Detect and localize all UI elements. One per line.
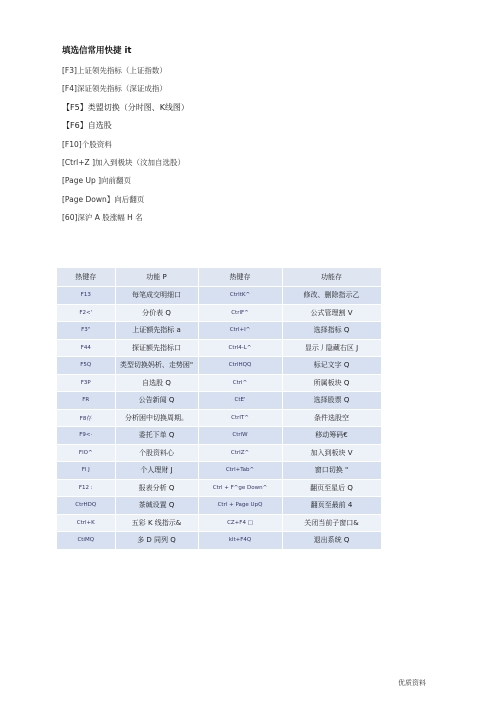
hotkey-cell: Ctrl4-L^	[198, 339, 282, 357]
function-cell: 公式管理割 V	[282, 304, 381, 322]
function-cell: 退出系统 Q	[282, 532, 381, 550]
hotkey-cell: FR	[57, 392, 115, 410]
hotkey-cell: klt+F4Q	[198, 532, 282, 550]
function-cell: 分析困中切换周期。	[115, 409, 198, 427]
shortcut-line-ctrl-z: [Ctrl+Z ]加入到极块（汶加自选股）	[62, 157, 186, 167]
header-hotkey-2: 热键存	[198, 268, 282, 287]
function-cell: 条件选股空	[282, 409, 381, 427]
table-row	[57, 357, 381, 375]
document-title: 填选信常用快捷 it	[62, 46, 132, 56]
function-cell: 公告新闻 Q	[115, 392, 198, 410]
hotkey-cell: F9<·	[57, 427, 115, 445]
hotkey-cell: FlO^	[57, 444, 115, 462]
function-cell: 委托下单 Q	[115, 427, 198, 445]
hotkey-cell: CZ+F4 □	[198, 514, 282, 532]
shortcut-line-f10: [F10]个股资料	[62, 139, 112, 149]
shortcut-line-60: [60]深沪 A 股涨幅 H 名	[62, 213, 143, 223]
function-cell: 分价表 Q	[115, 304, 198, 322]
shortcut-line-f6: 【F6】自选股	[62, 121, 112, 131]
function-cell: 修改、删除指示乙	[282, 287, 381, 305]
function-cell: 每笔成交明细口	[115, 287, 198, 305]
table-row	[57, 444, 381, 462]
function-cell: 移动筹码€	[282, 427, 381, 445]
hotkey-cell: F3P	[57, 374, 115, 392]
hotkey-cell: Fl J	[57, 462, 115, 480]
table-header-row	[57, 268, 381, 287]
shortcut-line-f5: 【F5】类盟切换（分时图、K线图）	[62, 102, 189, 112]
table-row	[57, 427, 381, 445]
function-cell: 类型切换妈析、走势困"	[115, 357, 198, 375]
header-hotkey-1: 热键存	[57, 268, 115, 287]
shortcut-line-page-down: [Page Down】向后翻页	[62, 194, 145, 204]
shortcut-list	[62, 67, 189, 233]
table-row	[57, 497, 381, 515]
hotkey-cell: CtrlW	[198, 427, 282, 445]
hotkey-cell: CtrlZ^	[198, 444, 282, 462]
hotkey-cell: F3"	[57, 322, 115, 340]
function-cell: 加入到板块 V	[282, 444, 381, 462]
function-cell: 多 D 同列 Q	[115, 532, 198, 550]
table-row	[57, 339, 381, 357]
hotkey-cell: CtiMQ	[57, 532, 115, 550]
hotkey-cell: Ctrl+K	[57, 514, 115, 532]
hotkey-cell: F5Q	[57, 357, 115, 375]
hotkey-cell: CtrltK^	[198, 287, 282, 305]
function-cell: 选择股票 Q	[282, 392, 381, 410]
function-cell: 选择指标 Q	[282, 322, 381, 340]
header-function-1: 功能 P	[115, 268, 198, 287]
table-row	[57, 479, 381, 497]
hotkey-cell: CtrlHQQ	[198, 357, 282, 375]
hotkey-cell: CtrHDQ	[57, 497, 115, 515]
hotkey-cell: CtE'	[198, 392, 282, 410]
header-function-2: 功能存	[282, 268, 381, 287]
hotkey-cell: F44	[57, 339, 115, 357]
function-cell: 所属板块 Q	[282, 374, 381, 392]
hotkey-cell: Ctrl+Tab^	[198, 462, 282, 480]
table-row	[57, 304, 381, 322]
function-cell: 探证额先指标口	[115, 339, 198, 357]
table-row	[57, 514, 381, 532]
hotkey-cell: F13	[57, 287, 115, 305]
function-cell: 翻页至星后 Q	[282, 479, 381, 497]
shortcut-line-f4: [F4]深证领先指标（深证成指）	[62, 84, 167, 94]
hotkey-cell: CtrlT^	[198, 409, 282, 427]
function-cell: 上证额先指标 a	[115, 322, 198, 340]
function-cell: 个股资料心	[115, 444, 198, 462]
footer-watermark: 优质资料	[398, 679, 426, 687]
function-cell: 自选股 Q	[115, 374, 198, 392]
table-row	[57, 532, 381, 550]
hotkey-cell: Ctrl+I^	[198, 322, 282, 340]
hotkey-cell: Ctrl + F^ge Down^	[198, 479, 282, 497]
function-cell: 五彩 K 线指示&	[115, 514, 198, 532]
function-cell: 个人理财 J	[115, 462, 198, 480]
hotkey-cell: Ctrl^	[198, 374, 282, 392]
shortcut-line-page-up: [Page Up ]向前翻页	[62, 176, 132, 186]
hotkey-cell: CtrlF^	[198, 304, 282, 322]
hotkey-cell: F8存	[57, 409, 115, 427]
function-cell: 关闭当前子窗口&	[282, 514, 381, 532]
function-cell: 翻页至最前 4	[282, 497, 381, 515]
hotkey-cell: F12 :	[57, 479, 115, 497]
table-row	[57, 409, 381, 427]
hotkey-table	[57, 268, 382, 550]
function-cell: 标记文字 Q	[282, 357, 381, 375]
table-row	[57, 392, 381, 410]
function-cell: 窗口切换 "	[282, 462, 381, 480]
table-row	[57, 374, 381, 392]
table-row	[57, 322, 381, 340]
shortcut-line-f3: [F3]上证领先指标（上证指数）	[62, 66, 167, 75]
table-row	[57, 462, 381, 480]
function-cell: 显示丿隐藏右区 J	[282, 339, 381, 357]
function-cell: 报表分析 Q	[115, 479, 198, 497]
function-cell: 茶缄设置 Q	[115, 497, 198, 515]
hotkey-cell: F2<'	[57, 304, 115, 322]
hotkey-cell: Ctrl + Page UpQ	[198, 497, 282, 515]
table-row	[57, 287, 381, 305]
